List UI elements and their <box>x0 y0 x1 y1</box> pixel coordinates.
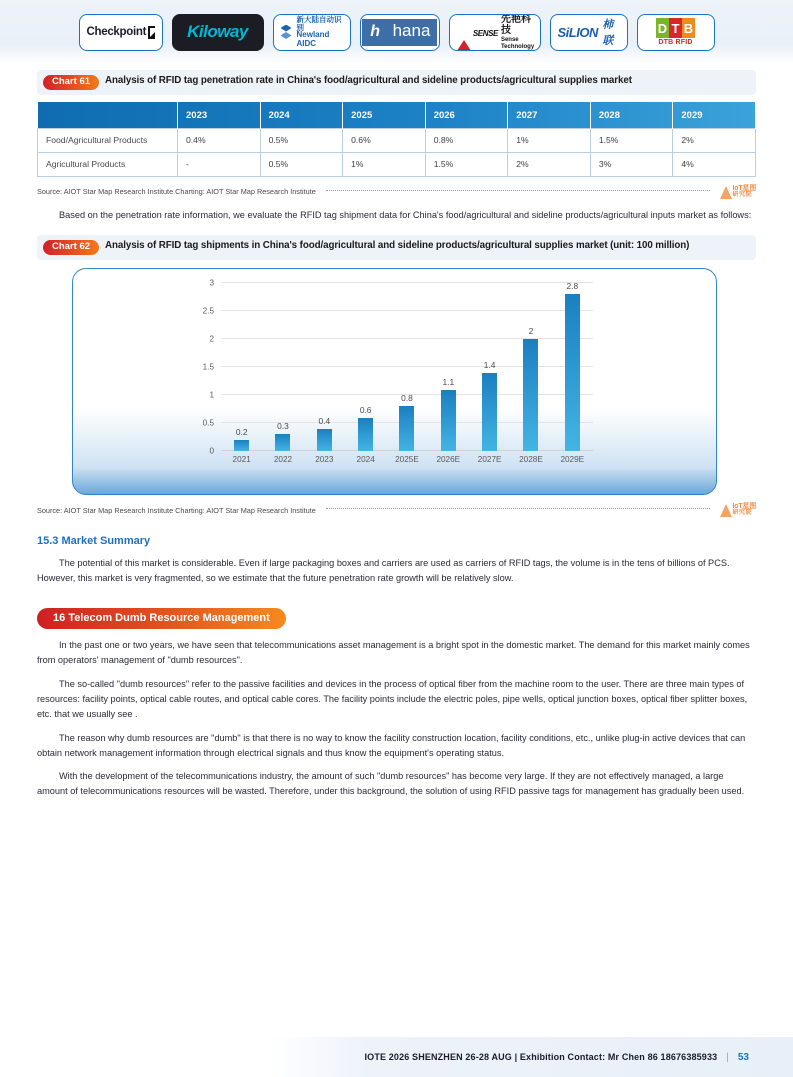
bar <box>358 418 373 452</box>
bar-value-label: 2.8 <box>566 281 579 292</box>
logo-hana-label: hana <box>389 19 438 46</box>
bar <box>234 440 249 451</box>
x-axis-tick-label: 2028E <box>519 455 543 465</box>
footer-page-number: 53 <box>737 1051 749 1063</box>
bar <box>441 390 456 452</box>
cell-agri-2023: - <box>178 152 261 176</box>
page-footer <box>0 1037 793 1077</box>
cell-food-2023: 0.4% <box>178 128 261 152</box>
bar-slot <box>388 283 426 451</box>
cell-agri-2029: 4% <box>673 152 756 176</box>
aiot-star-map-watermark <box>720 503 757 517</box>
section-16-paragraph-1: In the past one or two years, we have seen that telecommunications asset management is a bright spot in the domestic market. The demand for this market mainly comes from operators' management of "dumb resources". <box>37 640 750 665</box>
chart62-source-text: Source: AIOT Star Map Research Institute Charting: AIOT Star Map Research Institute <box>37 505 316 515</box>
logo-sense-text <box>501 14 534 51</box>
bar <box>482 373 497 451</box>
bar-slot <box>471 283 509 451</box>
logo-sense-mark: SENSE <box>472 29 498 38</box>
logo-hana <box>360 14 440 51</box>
cell-food-2029: 2% <box>673 128 756 152</box>
x-axis-tick-label: 2027E <box>477 455 502 465</box>
section-16-badge: 16 Telecom Dumb Resource Management <box>37 608 286 629</box>
x-axis-tick-label: 2024 <box>356 455 375 465</box>
source-divider <box>326 190 710 191</box>
bar-slot <box>553 283 591 451</box>
chart61-source-row <box>37 185 756 199</box>
bar-chart-x-axis <box>221 455 593 464</box>
watermark-triangle-icon <box>720 504 732 517</box>
table-col-header-2024: 2024 <box>260 102 343 128</box>
bar-value-label: 0.2 <box>235 427 248 438</box>
chart62-source-row <box>37 503 756 517</box>
source-divider <box>326 508 710 509</box>
logo-kiloway <box>172 14 264 51</box>
table-col-header-2027: 2027 <box>508 102 591 128</box>
table-col-header-2028: 2028 <box>590 102 673 128</box>
cell-agri-2025: 1% <box>343 152 426 176</box>
logo-silion-label: SiLION <box>557 24 598 40</box>
intro-paragraph: Based on the penetration rate information, we evaluate the RFID tag shipment data for China's food/agricultural and sideline products/agricultural inputs market as follows: <box>59 209 752 220</box>
row-label-food-agricultural: Food/Agricultural Products <box>38 128 178 152</box>
aiot-star-map-watermark <box>720 185 757 199</box>
newland-diamond-icon <box>281 25 294 40</box>
y-axis-tick-label: 0.5 <box>202 418 214 428</box>
section-heading-15-3: 15.3 Market Summary <box>37 535 151 548</box>
bar-slot <box>512 283 550 451</box>
watermark-triangle-icon <box>720 186 732 199</box>
y-axis-tick-label: 2 <box>209 334 214 344</box>
bar-slot <box>347 283 385 451</box>
bar-series <box>221 283 593 451</box>
watermark-text <box>733 503 757 516</box>
table-col-header-2029: 2029 <box>673 102 756 128</box>
cell-agri-2028: 3% <box>590 152 673 176</box>
bar <box>317 429 332 451</box>
cell-food-2025: 0.6% <box>343 128 426 152</box>
penetration-rate-table <box>37 102 756 177</box>
section-15-3-paragraph: The potential of this market is considerable. Even if large packaging boxes and carriers are used as carriers of RFID tags, the volume is in the tens of billions of PCS. However, this market is very fragmented, so we estimate that the future penetration rate growth will be relatively slow. <box>37 558 730 584</box>
logo-newland-en: Newland AIDC <box>296 30 330 48</box>
bar-value-label: 0.8 <box>401 393 413 404</box>
logo-checkpoint <box>79 14 163 51</box>
chart62-title: Analysis of RFID tag shipments in China's food/agricultural and sideline products/agricultural supplies market (unit: 100 million) <box>105 239 690 251</box>
dtb-letter-d: D <box>656 18 669 38</box>
table-row <box>38 128 756 152</box>
logo-checkpoint-label: Checkpoint <box>86 26 147 38</box>
section-16-badge-wrap <box>37 586 756 629</box>
footer-separator: | <box>726 1051 729 1063</box>
bar-chart <box>73 269 716 494</box>
table-col-header-0 <box>38 102 178 128</box>
chart62-figure <box>72 268 717 495</box>
cell-agri-2026: 1.5% <box>425 152 508 176</box>
logo-silion <box>550 14 628 51</box>
watermark-line2: 研究院 <box>732 191 753 198</box>
y-axis-tick-label: 1.5 <box>202 362 214 372</box>
y-axis-tick-label: 0 <box>209 446 214 456</box>
bar-slot <box>223 283 261 451</box>
cell-food-2027: 1% <box>508 128 591 152</box>
section-16-paragraph-3: The reason why dumb resources are "dumb" is that there is no way to know the facility construction location, facility conditions, etc., unlike plug-in active devices that can obtain network management information through electrical signals and thus know the equipment's operating status. <box>37 732 746 758</box>
bar-slot <box>429 283 467 451</box>
chart61-source-text: Source: AIOT Star Map Research Institute Charting: AIOT Star Map Research Institute <box>37 187 316 197</box>
cell-agri-2024: 0.5% <box>260 152 343 176</box>
bar <box>565 294 580 451</box>
bar <box>275 434 290 451</box>
cell-agri-2027: 2% <box>508 152 591 176</box>
bar-value-label: 0.6 <box>359 404 372 415</box>
checkpoint-mark-icon <box>148 26 154 39</box>
table-header-row <box>38 102 756 128</box>
table-col-header-2025: 2025 <box>343 102 426 128</box>
bar-value-label: 1.4 <box>483 359 496 370</box>
hana-mark-icon: h <box>362 19 389 46</box>
bar-value-label: 2 <box>528 326 534 337</box>
cell-food-2028: 1.5% <box>590 128 673 152</box>
y-axis-tick-label: 1 <box>209 390 214 400</box>
bar-value-label: 0.4 <box>318 415 331 426</box>
logo-newland-text <box>297 16 343 49</box>
bar-chart-plot-area <box>202 278 593 456</box>
section-16-paragraph-2: The so-called "dumb resources" refer to the passive facilities and devices in the process of optical fiber from the machine room to the user. There are three main types of resources: facility points, optical cable routes, and optical cable cores. The facility points include the electric poles, pipe wells, optical junction boxes, optical fiber splitter boxes, etc. that we usually see . <box>37 678 748 719</box>
bar-slot <box>305 283 343 451</box>
logo-sense-technology <box>449 14 541 51</box>
table-col-header-2023: 2023 <box>178 102 261 128</box>
logo-newland-aidc <box>273 14 351 51</box>
table-row <box>38 152 756 176</box>
x-axis-tick-label: 2025E <box>395 455 419 465</box>
table-body <box>38 128 756 176</box>
logo-dtb-sub: DTB RFID <box>658 39 693 46</box>
y-axis-tick-label: 2.5 <box>202 306 214 316</box>
watermark-text <box>733 185 757 198</box>
dtb-letter-b: B <box>682 18 695 38</box>
watermark-line2: 研究院 <box>732 510 753 517</box>
logo-kiloway-label: Kiloway <box>187 22 248 41</box>
x-axis-tick-label: 2026E <box>436 455 461 465</box>
chart61-caption <box>37 70 756 95</box>
logo-silion-cn: 柿联 <box>602 19 614 47</box>
sponsor-logo-strip <box>0 0 793 64</box>
chart62-badge: Chart 62 <box>43 240 99 255</box>
watermark-line1: IoT星图 <box>732 184 756 192</box>
x-axis-tick-label: 2023 <box>315 455 334 465</box>
table-header <box>38 102 756 128</box>
footer-text: IOTE 2026 SHENZHEN 26-28 AUG | Exhibition Contact: Mr Chen 86 18676385933 <box>364 1052 718 1062</box>
dtb-mark-icon <box>656 18 695 38</box>
bar <box>399 406 414 451</box>
logo-dtb-rfid <box>637 14 715 51</box>
bar-slot <box>264 283 302 451</box>
bar-value-label: 0.3 <box>277 421 289 432</box>
row-label-agricultural: Agricultural Products <box>38 152 178 176</box>
cell-food-2024: 0.5% <box>260 128 343 152</box>
logo-sense-cn: 先艳科技 <box>500 13 531 37</box>
cell-food-2026: 0.8% <box>425 128 508 152</box>
x-axis-tick-label: 2022 <box>273 455 293 465</box>
y-axis-tick-label: 3 <box>209 278 214 288</box>
section-16-paragraph-4: With the development of the telecommunications industry, the amount of such "dumb resources" has become very large. If they are not effectively managed, a large amount of telecommunications resources will be wasted. Therefore, under this background, the solution of using RFID passive tags for management has gradually been used. <box>37 771 745 797</box>
watermark-line1: IoT星图 <box>732 503 756 511</box>
dtb-letter-t: T <box>669 18 682 38</box>
chart62-caption <box>37 235 756 260</box>
chart61-badge: Chart 61 <box>43 75 99 90</box>
page-content <box>37 70 756 799</box>
logo-sense-en: Sense Technology <box>500 36 535 50</box>
bar <box>523 339 538 451</box>
sense-triangle-icon <box>455 24 498 40</box>
chart61-title: Analysis of RFID tag penetration rate in China's food/agricultural and sideline products/agricultural supplies market <box>105 75 632 86</box>
bar-value-label: 1.1 <box>442 376 455 387</box>
x-axis-tick-label: 2029E <box>560 455 585 465</box>
table-col-header-2026: 2026 <box>425 102 508 128</box>
logo-newland-cn: 新大陆自动识别 <box>296 14 342 32</box>
x-axis-tick-label: 2021 <box>232 455 251 465</box>
